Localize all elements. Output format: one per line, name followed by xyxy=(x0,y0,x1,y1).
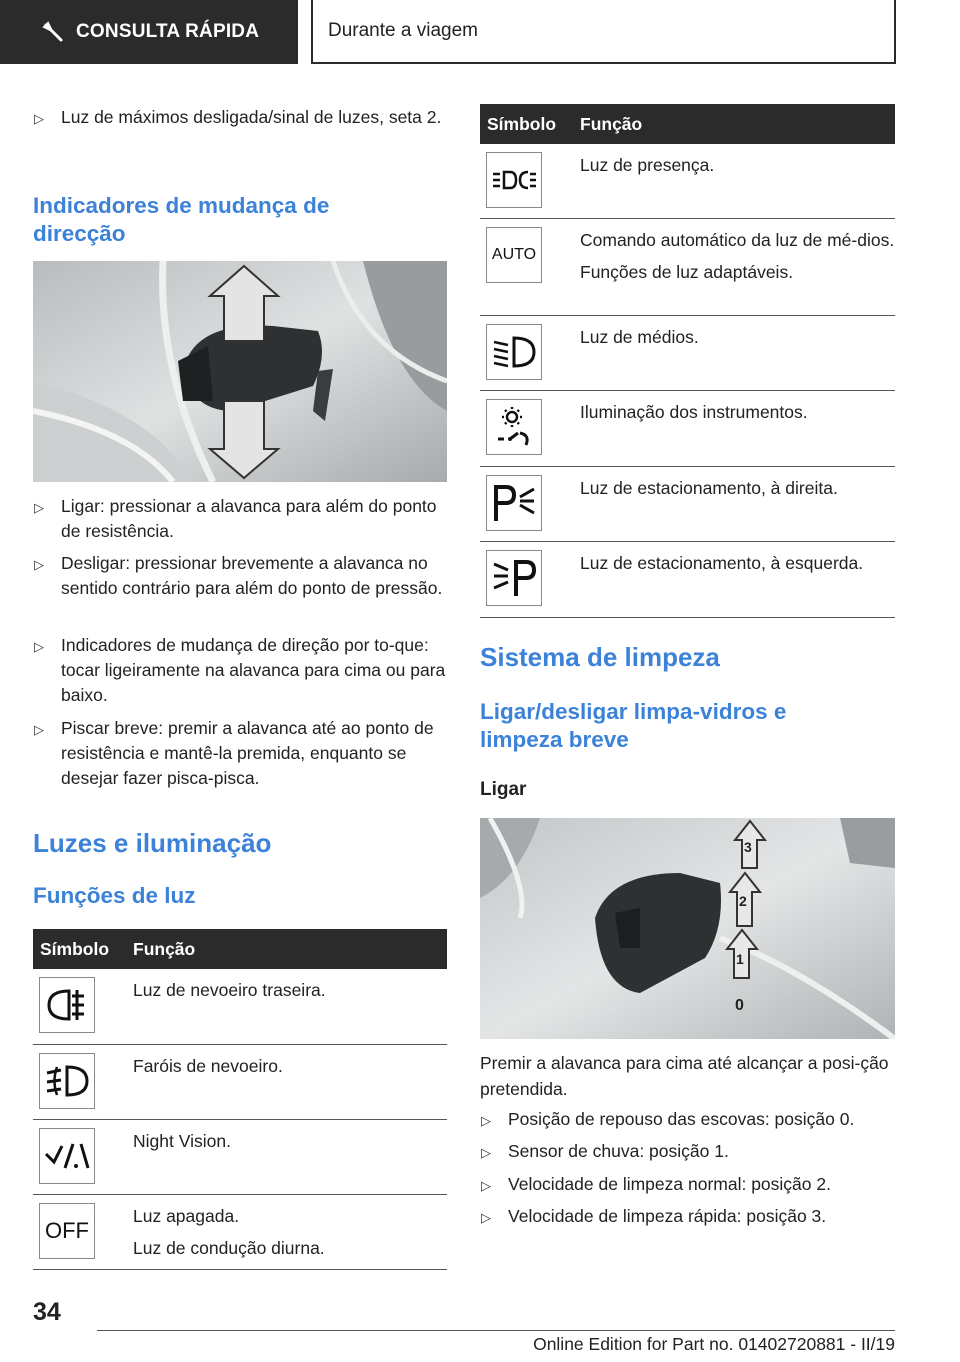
parking-light-right-icon xyxy=(486,475,542,531)
column-header-function: Função xyxy=(580,104,895,144)
rear-fog-light-icon xyxy=(39,977,95,1033)
edition-footer: Online Edition for Part no. 01402720881 - II/19 xyxy=(533,1334,895,1354)
light-functions-heading: Funções de luz xyxy=(33,883,196,908)
page-number: 34 xyxy=(33,1298,61,1326)
switch-on-label: Ligar xyxy=(480,779,527,800)
table-row: Iluminação dos instrumentos. xyxy=(480,390,895,466)
list-item: ▷ Desligar: pressionar brevemente a alavanca no sentido contrário para além do ponto de pressão. xyxy=(33,551,447,601)
wiper-subheading: Ligar/desligar limpa-vidros e limpeza breve xyxy=(480,699,787,752)
table-row: OFF Luz apagada. Luz de condução diurna. xyxy=(33,1194,447,1269)
list-item: ▷ Posição de repouso das escovas: posição 0. xyxy=(480,1107,895,1133)
triangle-bullet-icon: ▷ xyxy=(481,1145,491,1160)
night-vision-icon xyxy=(39,1128,95,1184)
list-item: ▷ Sensor de chuva: posição 1. xyxy=(480,1139,895,1165)
list-item: ▷ Luz de máximos desligada/sinal de luzes, seta 2. xyxy=(33,105,447,131)
footer-divider xyxy=(97,1330,895,1331)
list-item: ▷ Indicadores de mudança de direção por to-que: tocar ligeiramente na alavanca para cima ou para baixo. xyxy=(33,633,447,708)
wiper-stalk-image xyxy=(480,818,895,1039)
column-header-symbol: Símbolo xyxy=(33,929,133,969)
table-row: Luz de presença. xyxy=(480,144,895,218)
turn-signal-heading: Indicadores de mudança de direcção xyxy=(33,193,330,246)
wiper-instructions: Premir a alavanca para cima até alcançar a posi-ção pretendida. xyxy=(480,1053,889,1099)
triangle-bullet-icon: ▷ xyxy=(34,111,44,126)
table-row: Luz de estacionamento, à esquerda. xyxy=(480,541,895,617)
parking-lights-icon xyxy=(486,152,542,208)
column-header-symbol: Símbolo xyxy=(480,104,580,144)
wiper-system-heading: Sistema de limpeza xyxy=(480,642,720,672)
turn-signal-stalk-image xyxy=(33,261,447,482)
light-functions-table xyxy=(33,929,447,1270)
list-item: ▷ Ligar: pressionar a alavanca para além do ponto de resistência. xyxy=(33,494,447,544)
section-label: Durante a viagem xyxy=(328,20,478,41)
list-item: ▷ Velocidade de limpeza rápida: posição 3. xyxy=(480,1204,895,1230)
low-beam-icon xyxy=(486,324,542,380)
triangle-bullet-icon: ▷ xyxy=(34,722,44,737)
table-row: Luz de nevoeiro traseira. xyxy=(33,969,447,1044)
parking-light-left-icon xyxy=(486,550,542,606)
table-row: Night Vision. xyxy=(33,1119,447,1194)
table-row: Faróis de nevoeiro. xyxy=(33,1044,447,1119)
triangle-bullet-icon: ▷ xyxy=(481,1113,491,1128)
wiper-position-2-label: 2 xyxy=(739,893,747,909)
table-row: AUTO Comando automático da luz de mé-dios. Funções de luz adaptáveis. xyxy=(480,218,895,315)
table-row: Luz de estacionamento, à direita. xyxy=(480,466,895,541)
triangle-bullet-icon: ▷ xyxy=(34,557,44,572)
wiper-position-1-label: 1 xyxy=(736,951,744,967)
triangle-bullet-icon: ▷ xyxy=(34,639,44,654)
list-item: ▷ Velocidade de limpeza normal: posição 2. xyxy=(480,1172,895,1198)
quick-reference-icon xyxy=(42,21,64,43)
quick-reference-label: CONSULTA RÁPIDA xyxy=(76,21,260,42)
lights-heading: Luzes e iluminação xyxy=(33,828,272,858)
triangle-bullet-icon: ▷ xyxy=(481,1210,491,1225)
table-row: Luz de médios. xyxy=(480,315,895,390)
page-header xyxy=(0,0,960,66)
off-icon: OFF xyxy=(39,1203,95,1259)
quick-reference-tab[interactable] xyxy=(0,0,298,64)
triangle-bullet-icon: ▷ xyxy=(34,500,44,515)
table-header xyxy=(33,929,447,969)
column-header-function: Função xyxy=(133,929,447,969)
light-symbols-table xyxy=(480,104,895,618)
table-header xyxy=(480,104,895,144)
wiper-position-0-label: 0 xyxy=(735,997,744,1014)
section-tab[interactable] xyxy=(311,0,896,64)
auto-icon: AUTO xyxy=(486,227,542,283)
list-item: ▷ Piscar breve: premir a alavanca até ao ponto de resistência e mantê-la premida, enquanto se desejar fazer pisca-pisca. xyxy=(33,716,447,791)
triangle-bullet-icon: ▷ xyxy=(481,1178,491,1193)
front-fog-light-icon xyxy=(39,1053,95,1109)
wiper-position-3-label: 3 xyxy=(744,839,752,855)
instrument-lighting-icon xyxy=(486,399,542,455)
